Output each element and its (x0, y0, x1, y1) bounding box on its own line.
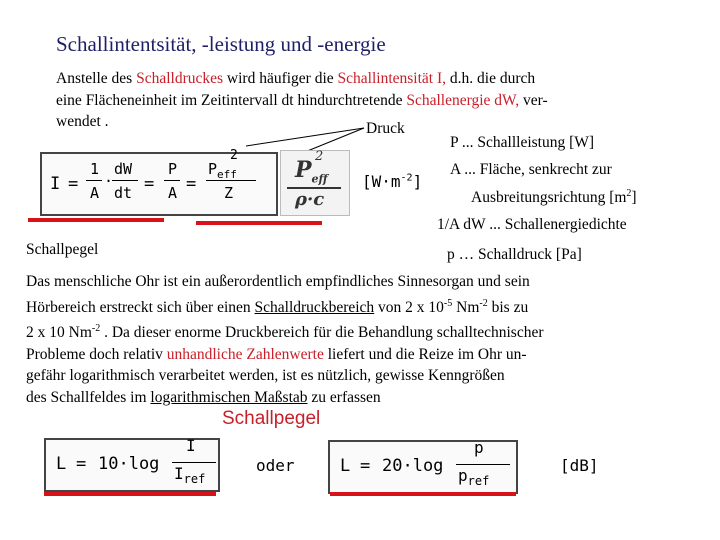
formula-intensity: I = 1 A · dW dt = P A = 2 $P_{eff}$ Z (40, 152, 278, 216)
legend-schalldruck: p … Schalldruck [Pa] (447, 246, 582, 263)
page-title: Schallintentsität, -leistung und -energie (56, 32, 386, 56)
body-line-3: 2 x 10 $Nm^{-2}$ . Da dieser enorme Druckbereich für die Behandlung schalltechnischer (26, 323, 544, 342)
term-schalldruck: Schalldruckes (136, 70, 224, 87)
body-line-5: gefähr logarithmisch verarbeitet werden, ist es nützlich, gewisse Kenngrößen (26, 367, 505, 385)
body-line-4: Probleme doch relativ unhandliche Zahlenwerte liefert und die Reize im Ohr un- (26, 345, 527, 363)
term-schalldruckbereich: Schalldruckbereich (254, 298, 375, 316)
fraction-bar (86, 180, 102, 181)
red-underline-right (196, 221, 322, 225)
term-logarithmischer-massstab: logarithmischen Maßstab (150, 388, 308, 406)
red-underline-formula3 (330, 492, 516, 496)
red-underline-formula2 (44, 492, 216, 496)
body-line-6: des Schallfeldes im logarithmischen Maßstab zu erfassen (26, 388, 381, 406)
legend-energiedichte: 1/A dW ... Schallenergiedichte (437, 216, 627, 233)
body-paragraph (26, 271, 544, 408)
fraction-bar (172, 462, 216, 463)
body-line-2: Hörbereich erstreckt sich über einen Schalldruckbereich von 2 x $10^{-5}$ $Nm^{-2}$ bis zu (26, 297, 529, 316)
handwritten-formula: 2 $P_{eff}$ ρ·c (280, 150, 350, 216)
unit-intensity: $[W\cdot m^{-2}]$ (362, 172, 423, 191)
intro-line-2: eine Flächeneinheit im Zeitintervall dt hindurchtretende Schallenergie dW, ver- (56, 91, 548, 109)
fraction-bar (456, 464, 510, 465)
intro-paragraph (56, 68, 548, 133)
term-unhandliche-zahlenwerte: unhandliche Zahlenwerte (166, 345, 324, 363)
druck-label: Druck (366, 120, 405, 137)
oder-label: oder (256, 456, 295, 475)
schallpegel-label: Schallpegel (26, 241, 99, 258)
intro-line-1: Anstelle des Schalldruckes wird häufiger die Schallintensität I, d.h. die durch (56, 70, 536, 87)
schallpegel-heading: Schallpegel (222, 408, 321, 429)
intro-line-3: wendet . (56, 113, 109, 130)
fraction-bar (206, 180, 256, 181)
red-underline-left (28, 218, 164, 222)
term-schallintensitaet: Schallintensität I, (337, 70, 447, 87)
legend-leistung: P ... Schallleistung [W] (450, 134, 595, 151)
body-line-1: Das menschliche Ohr ist ein außerordentlich empfindliches Sinnesorgan und sein (26, 273, 530, 290)
fraction-bar (112, 180, 138, 181)
formula-level-pressure: L = 20·log p $p_{ref}$ (328, 440, 518, 494)
formula-level-intensity: L = 10·log I $I_{ref}$ (44, 438, 220, 492)
unit-db: [dB] (560, 456, 599, 475)
fraction-bar (164, 180, 180, 181)
legend-ausbreitung: Ausbreitungsrichtung $[m^2]$ (471, 188, 637, 207)
legend-flaeche: A ... Fläche, senkrecht zur (450, 161, 612, 178)
term-schallenergie: Schallenergie dW, (406, 91, 520, 109)
